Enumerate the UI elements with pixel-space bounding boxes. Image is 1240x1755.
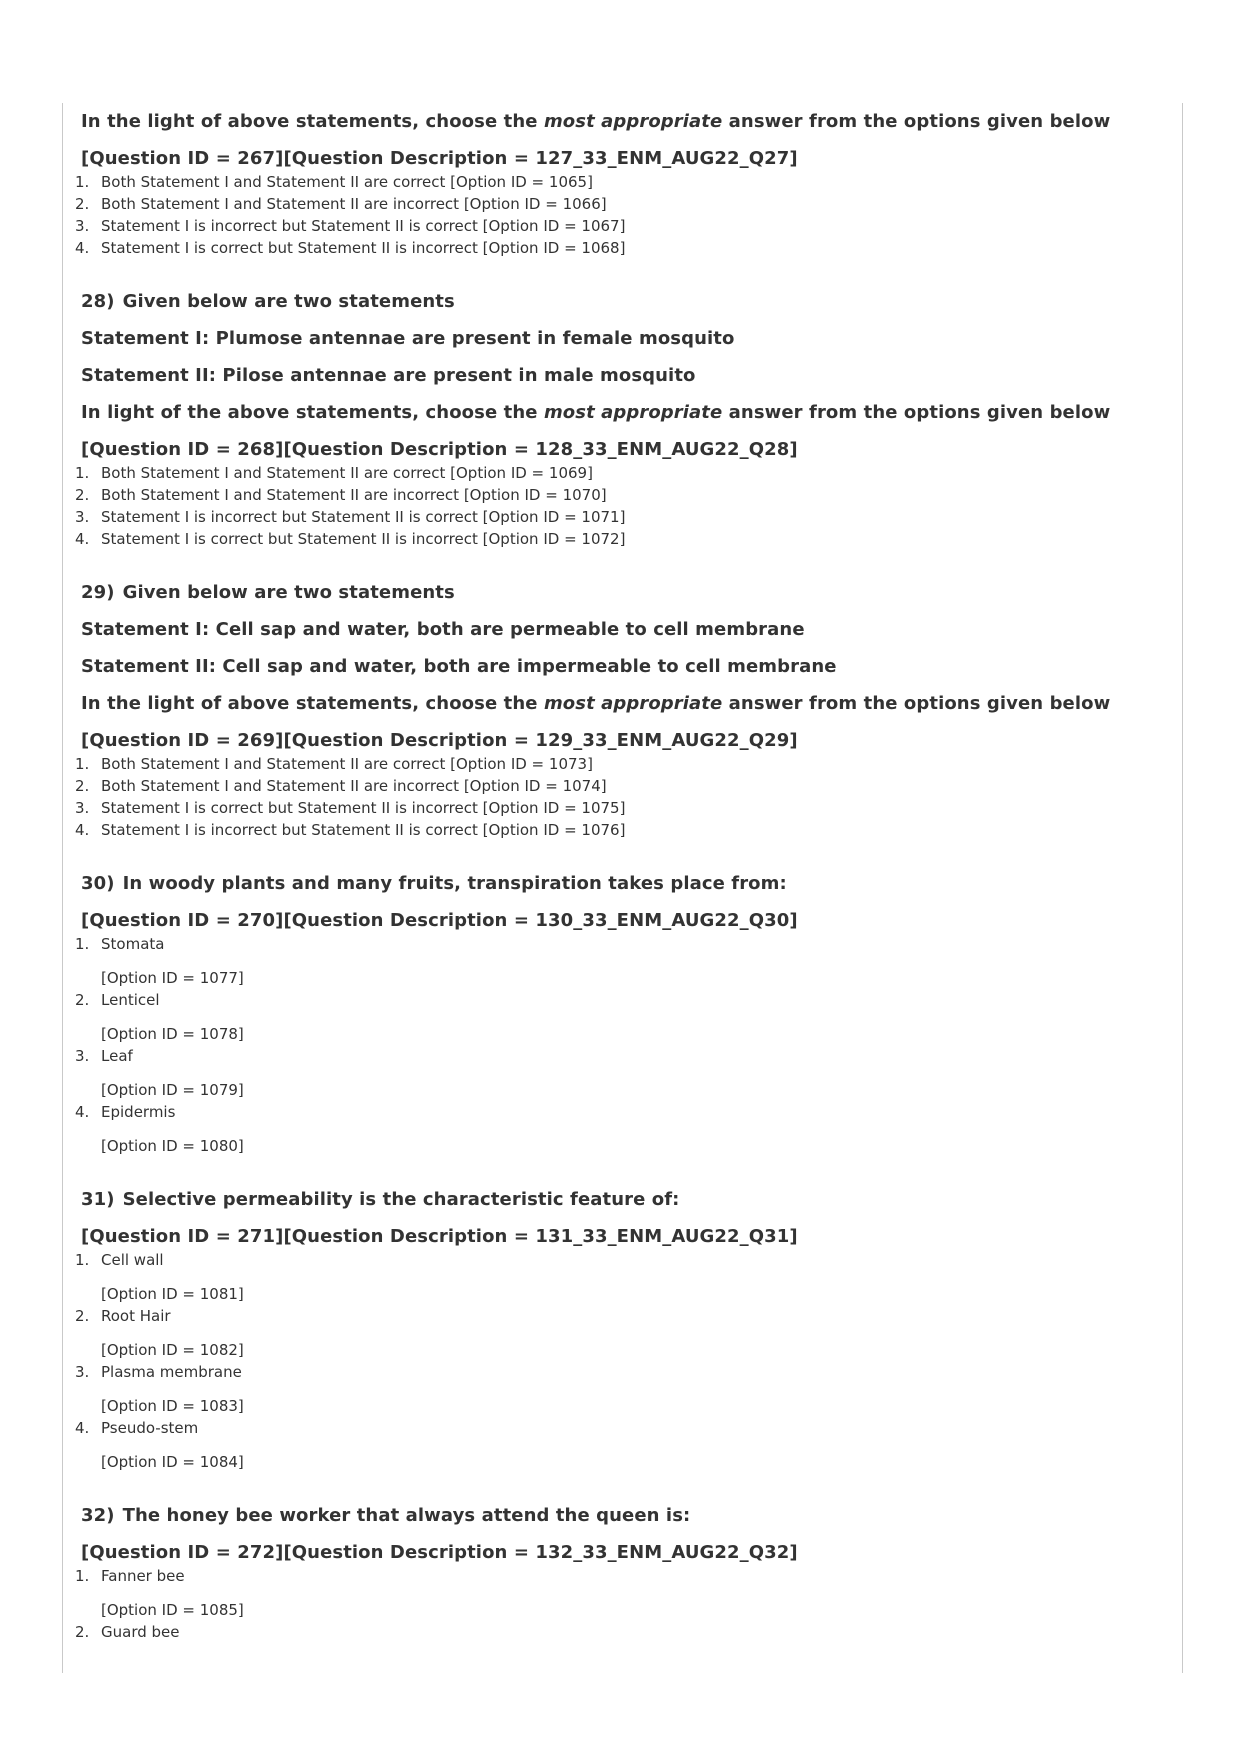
option-item: 1. Both Statement I and Statement II are correct [Option ID = 1073] (75, 755, 593, 773)
option-item: 2. Both Statement I and Statement II are incorrect [Option ID = 1066] (75, 195, 607, 213)
option-item: 4. Statement I is incorrect but Statement II is correct [Option ID = 1076] (75, 821, 626, 839)
option-item: 3. Statement I is incorrect but Statement II is correct [Option ID = 1071] (75, 508, 626, 526)
question-statement-1: Statement I: Cell sap and water, both are permeable to cell membrane (81, 619, 805, 640)
option-item: 1. Both Statement I and Statement II are correct [Option ID = 1069] (75, 464, 593, 482)
option-list (62, 933, 1180, 1157)
question-id-line: [Question ID = 269][Question Description = 129_33_ENM_AUG22_Q29] (81, 730, 798, 751)
question-32 (62, 1505, 1180, 1643)
page-frame-right-border (1182, 103, 1183, 1673)
option-item: 3. Statement I is incorrect but Statement II is correct [Option ID = 1067] (75, 217, 626, 235)
option-item: 1. Both Statement I and Statement II are correct [Option ID = 1065] (75, 173, 593, 191)
question-id-line: [Question ID = 272][Question Description = 132_33_ENM_AUG22_Q32] (81, 1542, 798, 1563)
option-item: 3. Leaf [Option ID = 1079] (75, 1047, 244, 1099)
question-instruction: In the light of above statements, choose the most appropriate answer from the options given below (81, 693, 1111, 714)
option-list (62, 753, 1180, 841)
option-list (62, 171, 1180, 259)
question-heading: 29) Given below are two statements (81, 582, 455, 603)
option-list (62, 1565, 1180, 1643)
question-heading: 30) In woody plants and many fruits, transpiration takes place from: (81, 873, 787, 894)
option-item: 3. Statement I is correct but Statement II is incorrect [Option ID = 1075] (75, 799, 626, 817)
question-id-line: [Question ID = 271][Question Description = 131_33_ENM_AUG22_Q31] (81, 1226, 798, 1247)
question-paper-content (62, 111, 1180, 1675)
option-item: 4. Pseudo-stem [Option ID = 1084] (75, 1419, 244, 1471)
option-item: 2. Guard bee (75, 1623, 180, 1641)
option-item: 1. Cell wall [Option ID = 1081] (75, 1251, 244, 1303)
option-list (62, 462, 1180, 550)
option-item: 4. Statement I is correct but Statement II is incorrect [Option ID = 1072] (75, 530, 626, 548)
question-29 (62, 582, 1180, 841)
question-id-line: [Question ID = 267][Question Description = 127_33_ENM_AUG22_Q27] (81, 148, 798, 169)
question-30 (62, 873, 1180, 1157)
question-id-line: [Question ID = 270][Question Description = 130_33_ENM_AUG22_Q30] (81, 910, 798, 931)
question-instruction: In light of the above statements, choose the most appropriate answer from the options given below (81, 402, 1111, 423)
question-statement-2: Statement II: Pilose antennae are present in male mosquito (81, 365, 696, 386)
option-list (62, 1249, 1180, 1473)
question-statement-1: Statement I: Plumose antennae are present in female mosquito (81, 328, 735, 349)
question-id-line: [Question ID = 268][Question Description = 128_33_ENM_AUG22_Q28] (81, 439, 798, 460)
question-statement-2: Statement II: Cell sap and water, both are impermeable to cell membrane (81, 656, 837, 677)
option-item: 2. Lenticel [Option ID = 1078] (75, 991, 244, 1043)
option-item: 1. Fanner bee [Option ID = 1085] (75, 1567, 244, 1619)
question-heading: 31) Selective permeability is the characteristic feature of: (81, 1189, 680, 1210)
question-27-continuation (62, 111, 1180, 259)
option-item: 2. Both Statement I and Statement II are incorrect [Option ID = 1074] (75, 777, 607, 795)
question-31 (62, 1189, 1180, 1473)
option-item: 2. Both Statement I and Statement II are incorrect [Option ID = 1070] (75, 486, 607, 504)
question-heading: 28) Given below are two statements (81, 291, 455, 312)
option-item: 4. Statement I is correct but Statement II is incorrect [Option ID = 1068] (75, 239, 626, 257)
option-item: 1. Stomata [Option ID = 1077] (75, 935, 244, 987)
question-instruction: In the light of above statements, choose the most appropriate answer from the options given below (81, 111, 1111, 132)
option-item: 3. Plasma membrane [Option ID = 1083] (75, 1363, 244, 1415)
question-heading: 32) The honey bee worker that always attend the queen is: (81, 1505, 691, 1526)
question-28 (62, 291, 1180, 550)
option-item: 2. Root Hair [Option ID = 1082] (75, 1307, 244, 1359)
option-item: 4. Epidermis [Option ID = 1080] (75, 1103, 244, 1155)
